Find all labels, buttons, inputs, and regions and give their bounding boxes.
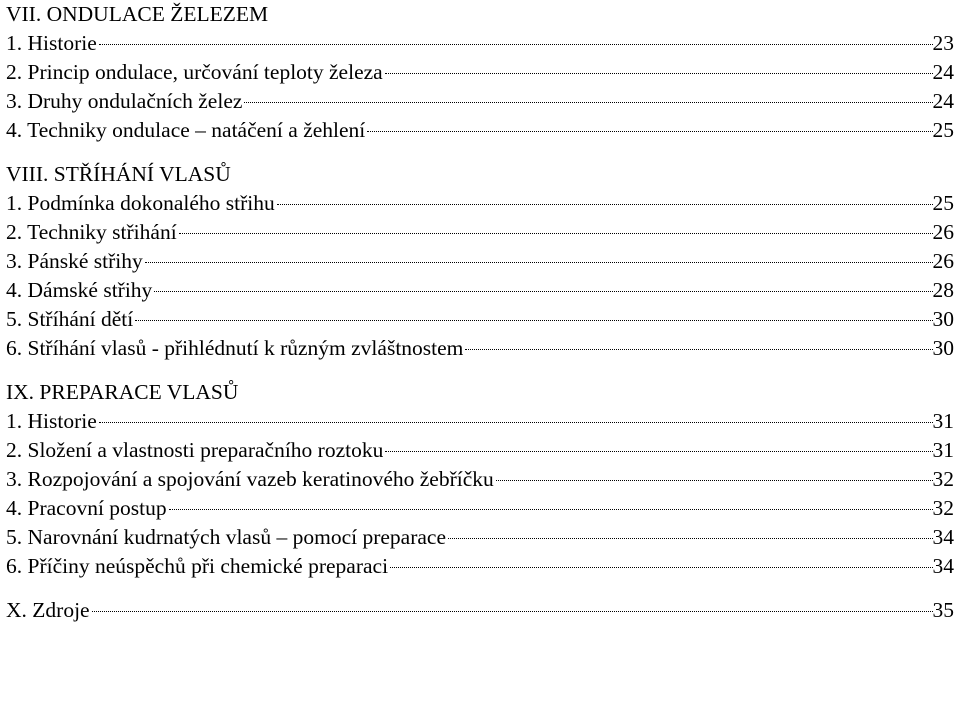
toc-entry	[6, 58, 954, 87]
toc-entry-page: 34	[932, 525, 954, 549]
toc-entry	[6, 189, 954, 218]
toc-entry	[6, 494, 954, 523]
toc-entry-label: 3. Rozpojování a spojování vazeb keratinového žebříčku	[6, 467, 494, 491]
toc-entry-label: 5. Narovnání kudrnatých vlasů – pomocí preparace	[6, 525, 446, 549]
toc-entry-label: 4. Techniky ondulace – natáčení a žehlení	[6, 118, 366, 142]
toc-entry	[6, 596, 954, 625]
toc-entry-page: 28	[932, 278, 954, 302]
toc-entry-page: 30	[932, 307, 954, 331]
toc-entry	[6, 305, 954, 334]
dot-leader	[244, 87, 932, 116]
toc-entry-label: 4. Dámské střihy	[6, 278, 153, 302]
dot-leader	[92, 596, 933, 625]
toc-entry-label: X. Zdroje	[6, 598, 90, 622]
table-of-contents	[6, 0, 954, 625]
toc-entry-label: 1. Podmínka dokonalého střihu	[6, 191, 275, 215]
toc-entry	[6, 276, 954, 305]
dot-leader	[135, 305, 932, 334]
toc-entry-label: 1. Historie	[6, 31, 97, 55]
toc-entry-page: 31	[932, 409, 954, 433]
toc-entry	[6, 465, 954, 494]
dot-leader	[367, 116, 932, 145]
toc-entry-page: 24	[932, 89, 954, 113]
toc-entry	[6, 523, 954, 552]
toc-entry-label: 4. Pracovní postup	[6, 496, 167, 520]
toc-entry	[6, 218, 954, 247]
dot-leader	[385, 58, 933, 87]
toc-entry	[6, 552, 954, 581]
toc-entry-page: 23	[932, 31, 954, 55]
toc-entry-label: 6. Příčiny neúspěchů při chemické preparaci	[6, 554, 389, 578]
toc-entry	[6, 29, 954, 58]
dot-leader	[496, 465, 933, 494]
toc-entry-page: 34	[932, 554, 954, 578]
toc-entry-page: 26	[932, 220, 954, 244]
dot-leader	[154, 276, 932, 305]
toc-entry-page: 31	[932, 438, 954, 462]
toc-entry-label: 6. Stříhání vlasů - přihlédnutí k různým zvláštnostem	[6, 336, 464, 360]
dot-leader	[99, 407, 933, 436]
toc-entry	[6, 436, 954, 465]
section-heading: IX. PREPARACE VLASŮ	[6, 380, 239, 404]
toc-entry-page: 25	[932, 118, 954, 142]
toc-section-vii	[6, 0, 954, 145]
toc-entry-page: 32	[932, 467, 954, 491]
dot-leader	[169, 494, 933, 523]
dot-leader	[465, 334, 932, 363]
dot-leader	[277, 189, 933, 218]
toc-entry	[6, 334, 954, 363]
toc-entry-label: 1. Historie	[6, 409, 97, 433]
toc-entry-label: 2. Techniky střihání	[6, 220, 177, 244]
toc-entry-page: 35	[932, 598, 954, 622]
toc-entry	[6, 87, 954, 116]
toc-section-x	[6, 596, 954, 625]
toc-entry-page: 26	[932, 249, 954, 273]
toc-entry-page: 24	[932, 60, 954, 84]
toc-entry-label: 2. Složení a vlastnosti preparačního roztoku	[6, 438, 384, 462]
dot-leader	[448, 523, 933, 552]
toc-entry-label: 3. Druhy ondulačních želez	[6, 89, 243, 113]
toc-section-ix	[6, 378, 954, 581]
toc-entry	[6, 407, 954, 436]
toc-entry	[6, 247, 954, 276]
section-heading: VII. ONDULACE ŽELEZEM	[6, 2, 269, 26]
dot-leader	[385, 436, 932, 465]
section-heading: VIII. STŘÍHÁNÍ VLASŮ	[6, 162, 231, 186]
toc-section-viii	[6, 160, 954, 363]
toc-entry-label: 2. Princip ondulace, určování teploty železa	[6, 60, 383, 84]
toc-entry	[6, 116, 954, 145]
dot-leader	[99, 29, 933, 58]
dot-leader	[145, 247, 933, 276]
toc-entry-page: 25	[932, 191, 954, 215]
toc-entry-label: 5. Stříhání dětí	[6, 307, 134, 331]
dot-leader	[179, 218, 933, 247]
toc-entry-label: 3. Pánské střihy	[6, 249, 143, 273]
toc-entry-page: 30	[932, 336, 954, 360]
dot-leader	[390, 552, 932, 581]
toc-entry-page: 32	[932, 496, 954, 520]
